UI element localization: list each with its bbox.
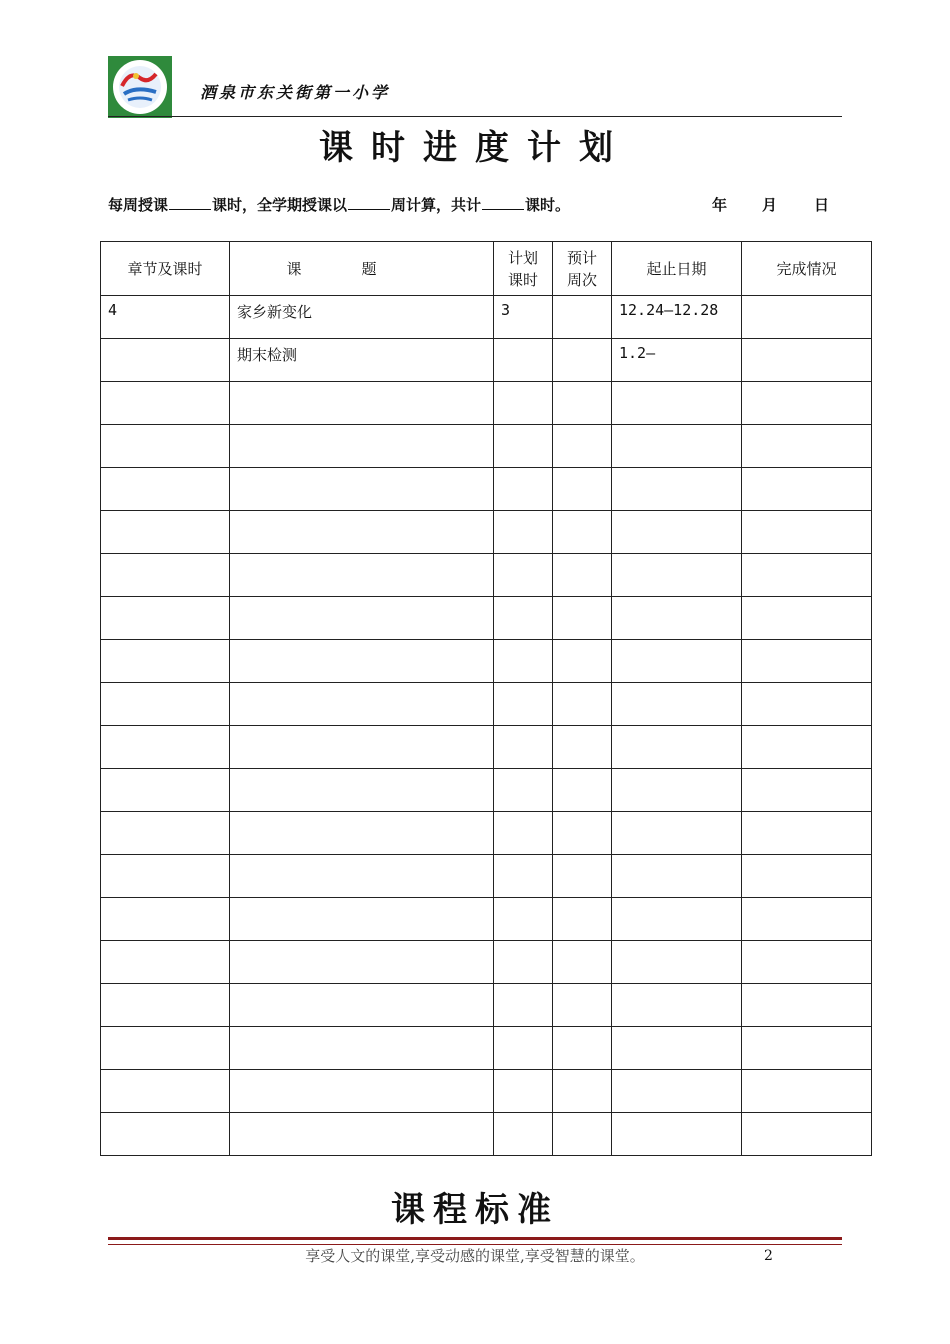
- cell-status[interactable]: [742, 640, 872, 683]
- schedule-table: [100, 241, 872, 1156]
- cell-plan-hours[interactable]: [494, 726, 553, 769]
- table-row: [101, 554, 872, 597]
- cell-topic[interactable]: [230, 1070, 494, 1113]
- table-row: [101, 382, 872, 425]
- cell-est-weeks[interactable]: [553, 296, 612, 339]
- cell-status[interactable]: [742, 1070, 872, 1113]
- cell-dates[interactable]: [612, 855, 742, 898]
- cell-est-weeks[interactable]: [553, 640, 612, 683]
- cell-plan-hours[interactable]: [494, 597, 553, 640]
- cell-topic[interactable]: [230, 1027, 494, 1070]
- table-row: [101, 425, 872, 468]
- cell-chapter[interactable]: [101, 1113, 230, 1156]
- table-row: [101, 898, 872, 941]
- cell-chapter[interactable]: [101, 425, 230, 468]
- table-row: [101, 984, 872, 1027]
- cell-status[interactable]: [742, 296, 872, 339]
- cell-dates[interactable]: [612, 941, 742, 984]
- cell-chapter[interactable]: [101, 597, 230, 640]
- page-number: 2: [764, 1248, 773, 1264]
- cell-dates[interactable]: [612, 554, 742, 597]
- cell-dates[interactable]: [612, 468, 742, 511]
- cell-topic[interactable]: [230, 1113, 494, 1156]
- cell-topic[interactable]: 家乡新变化: [230, 296, 494, 339]
- cell-dates[interactable]: [612, 984, 742, 1027]
- cell-dates[interactable]: 12.24—12.28: [612, 296, 742, 339]
- cell-status[interactable]: [742, 984, 872, 1027]
- table-row: [101, 726, 872, 769]
- cell-plan-hours[interactable]: [494, 511, 553, 554]
- cell-est-weeks[interactable]: [553, 726, 612, 769]
- cell-topic[interactable]: [230, 382, 494, 425]
- cell-dates[interactable]: [612, 812, 742, 855]
- info-text-3: 周计算，共计: [391, 196, 482, 214]
- table-row: [101, 468, 872, 511]
- cell-chapter[interactable]: [101, 898, 230, 941]
- cell-status[interactable]: [742, 1027, 872, 1070]
- table-row: [101, 812, 872, 855]
- table-row: [101, 1070, 872, 1113]
- cell-dates[interactable]: [612, 382, 742, 425]
- cell-status[interactable]: [742, 597, 872, 640]
- cell-plan-hours[interactable]: [494, 1070, 553, 1113]
- info-text-1: 每周授课: [108, 196, 169, 214]
- date-day: 日: [814, 196, 830, 214]
- info-text-4: 课时。: [525, 196, 571, 214]
- cell-dates[interactable]: [612, 898, 742, 941]
- cell-chapter[interactable]: [101, 382, 230, 425]
- col-header-dates: 起止日期: [612, 242, 742, 296]
- cell-chapter[interactable]: [101, 640, 230, 683]
- cell-chapter[interactable]: [101, 511, 230, 554]
- table-row: [101, 1027, 872, 1070]
- table-row: [101, 511, 872, 554]
- cell-status[interactable]: [742, 941, 872, 984]
- cell-plan-hours[interactable]: [494, 339, 553, 382]
- cell-est-weeks[interactable]: [553, 468, 612, 511]
- cell-plan-hours[interactable]: [494, 898, 553, 941]
- cell-topic[interactable]: [230, 468, 494, 511]
- cell-chapter[interactable]: 4: [101, 296, 230, 339]
- col-header-status: 完成情况: [742, 242, 872, 296]
- cell-dates[interactable]: [612, 425, 742, 468]
- cell-topic[interactable]: [230, 554, 494, 597]
- cell-chapter[interactable]: [101, 468, 230, 511]
- cell-status[interactable]: [742, 1113, 872, 1156]
- cell-plan-hours[interactable]: [494, 683, 553, 726]
- cell-status[interactable]: [742, 382, 872, 425]
- teaching-info-line: [108, 194, 842, 214]
- school-logo: [108, 56, 172, 118]
- cell-est-weeks[interactable]: [553, 984, 612, 1027]
- cell-plan-hours[interactable]: [494, 1113, 553, 1156]
- weekly-hours-blank[interactable]: [169, 195, 211, 210]
- cell-chapter[interactable]: [101, 855, 230, 898]
- weeks-blank[interactable]: [348, 195, 390, 210]
- cell-status[interactable]: [742, 511, 872, 554]
- table-row: [101, 339, 872, 382]
- school-name: 酒泉市东关街第一小学: [200, 83, 391, 102]
- cell-est-weeks[interactable]: [553, 1070, 612, 1113]
- cell-est-weeks[interactable]: [553, 812, 612, 855]
- cell-chapter[interactable]: [101, 941, 230, 984]
- cell-est-weeks[interactable]: [553, 855, 612, 898]
- cell-status[interactable]: [742, 554, 872, 597]
- cell-topic[interactable]: [230, 683, 494, 726]
- footer-slogan: 享受人文的课堂,享受动感的课堂,享受智慧的课堂。: [305, 1247, 645, 1265]
- cell-est-weeks[interactable]: [553, 511, 612, 554]
- cell-topic[interactable]: [230, 511, 494, 554]
- page-header: [108, 56, 842, 118]
- cell-dates[interactable]: [612, 1027, 742, 1070]
- cell-status[interactable]: [742, 855, 872, 898]
- cell-dates[interactable]: [612, 683, 742, 726]
- table-row: [101, 1113, 872, 1156]
- footer-title: 课程标准: [391, 1190, 559, 1230]
- cell-dates[interactable]: [612, 511, 742, 554]
- cell-status[interactable]: [742, 425, 872, 468]
- cell-dates[interactable]: [612, 1070, 742, 1113]
- col-header-chapter: 章节及课时: [101, 242, 230, 296]
- cell-est-weeks[interactable]: [553, 1027, 612, 1070]
- col-header-topic: 课题: [230, 242, 494, 296]
- col-header-est-weeks: 预计 周次: [553, 242, 612, 296]
- date-month: 月: [762, 196, 778, 214]
- cell-plan-hours[interactable]: [494, 769, 553, 812]
- cell-dates[interactable]: [612, 769, 742, 812]
- cell-topic[interactable]: [230, 984, 494, 1027]
- page-title: 课时进度计划: [319, 128, 631, 168]
- cell-est-weeks[interactable]: [553, 554, 612, 597]
- cell-plan-hours[interactable]: [494, 855, 553, 898]
- cell-topic[interactable]: [230, 855, 494, 898]
- cell-status[interactable]: [742, 683, 872, 726]
- cell-est-weeks[interactable]: [553, 1113, 612, 1156]
- cell-plan-hours[interactable]: 3: [494, 296, 553, 339]
- cell-plan-hours[interactable]: [494, 640, 553, 683]
- table-row: [101, 855, 872, 898]
- cell-topic[interactable]: [230, 640, 494, 683]
- cell-dates[interactable]: [612, 1113, 742, 1156]
- header-rule: [108, 116, 842, 117]
- cell-chapter[interactable]: [101, 984, 230, 1027]
- cell-plan-hours[interactable]: [494, 382, 553, 425]
- cell-topic[interactable]: [230, 726, 494, 769]
- cell-plan-hours[interactable]: [494, 1027, 553, 1070]
- table-row: [101, 640, 872, 683]
- cell-topic[interactable]: [230, 941, 494, 984]
- table-row: [101, 683, 872, 726]
- info-text-2: 课时，全学期授课以: [212, 196, 348, 214]
- cell-est-weeks[interactable]: [553, 339, 612, 382]
- cell-est-weeks[interactable]: [553, 382, 612, 425]
- cell-chapter[interactable]: [101, 554, 230, 597]
- cell-plan-hours[interactable]: [494, 425, 553, 468]
- cell-topic[interactable]: [230, 812, 494, 855]
- cell-est-weeks[interactable]: [553, 769, 612, 812]
- cell-status[interactable]: [742, 468, 872, 511]
- cell-chapter[interactable]: [101, 1070, 230, 1113]
- cell-status[interactable]: [742, 898, 872, 941]
- cell-topic[interactable]: [230, 898, 494, 941]
- date-year: 年: [712, 196, 728, 214]
- cell-est-weeks[interactable]: [553, 597, 612, 640]
- cell-plan-hours[interactable]: [494, 554, 553, 597]
- cell-est-weeks[interactable]: [553, 425, 612, 468]
- cell-status[interactable]: [742, 726, 872, 769]
- cell-plan-hours[interactable]: [494, 984, 553, 1027]
- cell-topic[interactable]: [230, 769, 494, 812]
- total-hours-blank[interactable]: [482, 195, 524, 210]
- cell-status[interactable]: [742, 812, 872, 855]
- cell-chapter[interactable]: [101, 769, 230, 812]
- cell-topic[interactable]: [230, 597, 494, 640]
- cell-chapter[interactable]: [101, 683, 230, 726]
- cell-dates[interactable]: [612, 597, 742, 640]
- cell-est-weeks[interactable]: [553, 683, 612, 726]
- table-header-row: [101, 242, 872, 296]
- cell-plan-hours[interactable]: [494, 468, 553, 511]
- cell-dates[interactable]: 1.2—: [612, 339, 742, 382]
- table-row: [101, 769, 872, 812]
- table-row: [101, 941, 872, 984]
- cell-plan-hours[interactable]: [494, 812, 553, 855]
- cell-dates[interactable]: [612, 726, 742, 769]
- table-row: [101, 597, 872, 640]
- cell-chapter[interactable]: [101, 339, 230, 382]
- cell-dates[interactable]: [612, 640, 742, 683]
- cell-est-weeks[interactable]: [553, 898, 612, 941]
- cell-est-weeks[interactable]: [553, 941, 612, 984]
- cell-chapter[interactable]: [101, 1027, 230, 1070]
- cell-status[interactable]: [742, 339, 872, 382]
- col-header-plan-hours: 计划 课时: [494, 242, 553, 296]
- cell-plan-hours[interactable]: [494, 941, 553, 984]
- cell-topic[interactable]: [230, 425, 494, 468]
- footer-rule: [108, 1237, 842, 1245]
- table-row: [101, 296, 872, 339]
- cell-status[interactable]: [742, 769, 872, 812]
- cell-topic[interactable]: 期末检测: [230, 339, 494, 382]
- cell-chapter[interactable]: [101, 812, 230, 855]
- cell-chapter[interactable]: [101, 726, 230, 769]
